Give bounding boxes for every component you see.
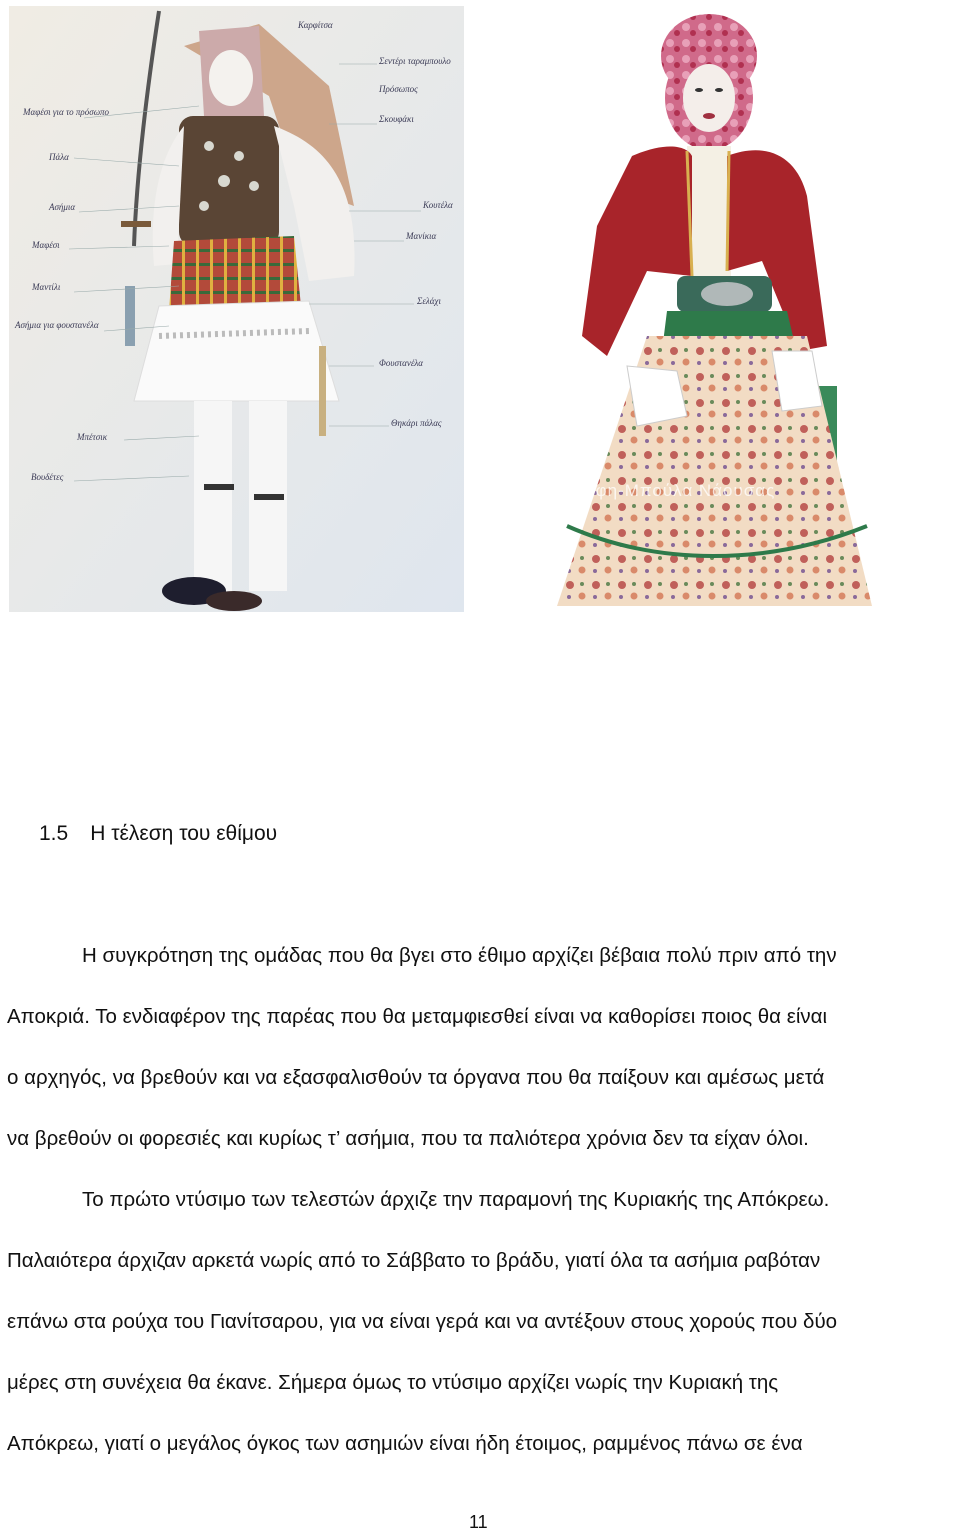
body-line: Απόκρεω, γιατί ο μεγάλος όγκος των ασημιών είναι ήδη έτοιμος, ραμμένος πάνω σε ένα xyxy=(7,1432,803,1455)
body-line: Το πρώτο ντύσιμο των τελεστών άρχιζε την παραμονή της Κυριακής της Απόκρεω. xyxy=(82,1188,830,1211)
label-selachi: Σελάχι xyxy=(417,296,441,306)
label-asimia-foustanela: Ασήμια για φουστανέλα xyxy=(15,320,99,330)
label-koutela: Κουτέλα xyxy=(423,200,453,210)
body-line: Η συγκρότηση της ομάδας που θα βγει στο έθιμο αρχίζει βέβαια πολύ πριν από την xyxy=(82,944,837,967)
label-prosopos: Πρόσωπος xyxy=(379,84,418,94)
costume-photo-left xyxy=(9,6,464,612)
body-line: Αποκριά. Το ενδιαφέρον της παρέας που θα μεταμφιεσθεί είναι να καθορίσει ποιος θα είναι xyxy=(7,1005,828,1028)
label-mantili: Μαντίλι xyxy=(32,282,61,292)
label-asimia: Ασήμια xyxy=(49,202,76,212)
body-line: επάνω στα ρούχα του Γιανίτσαρου, για να είναι γερά και να αντέξουν στους χορούς που δύο xyxy=(7,1310,838,1333)
label-mafesi: Μαφέσι xyxy=(32,240,60,250)
costume-photo-right xyxy=(537,6,885,614)
body-line: Παλαιότερα άρχιζαν αρκετά νωρίς από το Σάββατο το βράδυ, γιατί όλα τα ασήμια ραβόταν xyxy=(7,1249,821,1272)
bride-figure xyxy=(537,6,885,614)
section-number: 1.5 xyxy=(39,822,69,845)
label-senteri: Σεντέρι ταραμπουλο xyxy=(379,56,451,66)
label-thikari-palas: Θηκάρι πάλας xyxy=(391,418,442,428)
label-karfitsa: Καρφίτσα xyxy=(298,20,333,30)
body-line: μέρες στη συνέχεια θα έκανε. Σήμερα όμως το ντύσιμο αρχίζει νωρίς την Κυριακή της xyxy=(7,1371,779,1394)
gianitsaros-figure xyxy=(9,6,464,612)
page-number: 11 xyxy=(469,1512,488,1532)
label-skoufaki: Σκουφάκι xyxy=(379,114,414,124)
label-foustanela: Φουστανέλα xyxy=(379,358,424,368)
label-manikia: Μανίκια xyxy=(406,231,437,241)
body-line: να βρεθούν οι φορεσιές και κυρίως τ’ ασήμια, που τα παλιότερα χρόνια δεν τα είχαν όλοι. xyxy=(7,1127,809,1150)
label-pala: Πάλα xyxy=(49,152,69,162)
section-title: Η τέλεση του εθίμου xyxy=(90,822,278,845)
section-heading xyxy=(39,822,277,846)
label-mafesi-prosopo: Μαφέσι για το πρόσωπο xyxy=(23,107,110,117)
label-betsik: Μπέτσικ xyxy=(77,432,108,442)
body-line: ο αρχηγός, να βρεθούν και να εξασφαλισθούν τα όργανα που θα παίξουν και αμέσως μετά xyxy=(7,1066,825,1089)
label-voudetes: Βουδέτες xyxy=(31,472,64,482)
photo-watermark: Νύφη-Μπούλα Νάουσας xyxy=(572,481,776,500)
